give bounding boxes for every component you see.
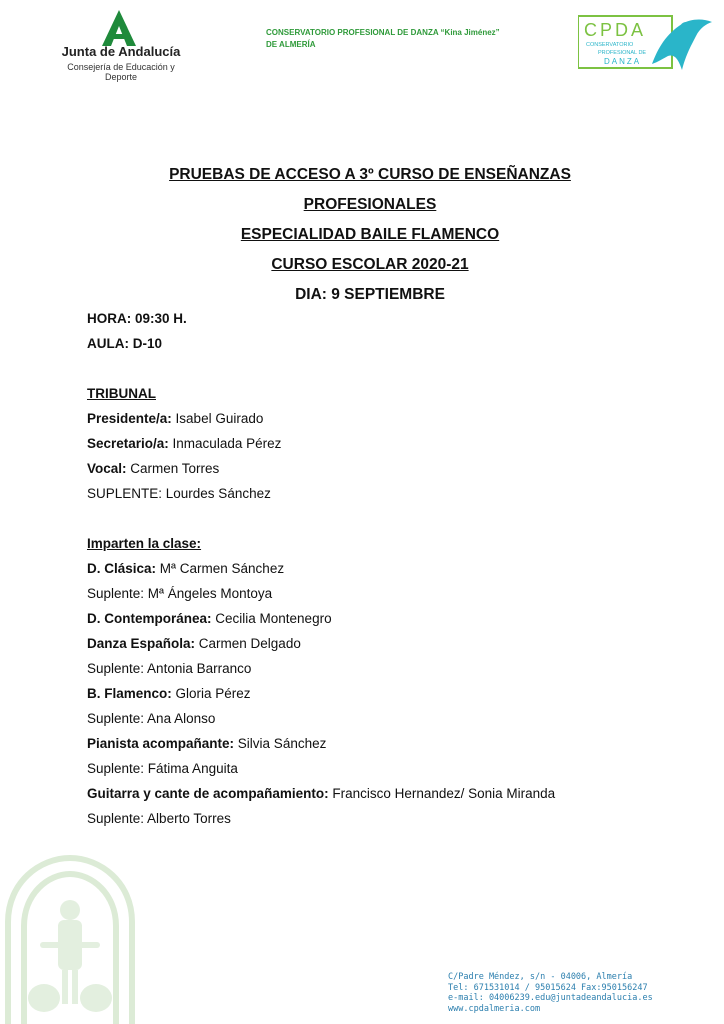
title-line-2: PROFESIONALES [303, 196, 437, 213]
document-header [0, 0, 724, 90]
guitarra-suplente: Suplente: Alberto Torres [87, 811, 231, 826]
secretario-value: Inmaculada Pérez [168, 436, 282, 451]
title-block [90, 160, 650, 310]
junta-a-icon [102, 10, 136, 46]
title-line-1: PRUEBAS DE ACCESO A 3º CURSO DE ENSEÑANZAS [169, 166, 571, 183]
title-line-3: ESPECIALIDAD BAILE FLAMENCO [240, 226, 500, 243]
espanola-suplente: Suplente: Antonia Barranco [87, 661, 252, 676]
presidente-row [87, 406, 687, 431]
guitarra-row [87, 781, 687, 806]
pianista-row [87, 731, 687, 756]
conservatorio-line-1: CONSERVATORIO PROFESIONAL DE DANZA “Kina Jiménez” [266, 28, 500, 37]
consejeria-name: Consejería de Educación y Deporte [67, 62, 175, 82]
footer-website: www.cpdalmeria.com [448, 1003, 541, 1014]
contact-footer [448, 972, 653, 1014]
pianista-value: Silvia Sánchez [234, 736, 327, 751]
contemporanea-value: Cecilia Montenegro [211, 611, 332, 626]
flamenco-label: B. Flamenco: [87, 686, 172, 701]
clasica-label: D. Clásica: [87, 561, 157, 576]
clasica-value: Mª Carmen Sánchez [156, 561, 285, 576]
guitarra-value: Francisco Hernandez/ Sonia Miranda [328, 786, 556, 801]
cpda-sub-1: CONSERVATORIO [586, 42, 634, 48]
title-line-4: CURSO ESCOLAR 2020-21 [271, 256, 469, 273]
contemporanea-label: D. Contemporánea: [87, 611, 212, 626]
tribunal-heading: TRIBUNAL [87, 386, 156, 401]
flamenco-row [87, 681, 687, 706]
aula: AULA: D-10 [87, 336, 163, 351]
title-line-5: DIA: 9 SEPTIEMBRE [295, 286, 445, 303]
secretario-label: Secretario/a: [87, 436, 169, 451]
vocal-row [87, 456, 687, 481]
flamenco-suplente: Suplente: Ana Alonso [87, 711, 216, 726]
cpda-sub-2: PROFESIONAL DE [598, 50, 647, 56]
pianista-label: Pianista acompañante: [87, 736, 235, 751]
flamenco-value: Gloria Pérez [171, 686, 251, 701]
conservatorio-line-2: DE ALMERÍA [266, 40, 316, 49]
espanola-label: Danza Española: [87, 636, 196, 651]
contemporanea-row [87, 606, 687, 631]
guitarra-label: Guitarra y cante de acompañamiento: [87, 786, 329, 801]
andalucia-shield-watermark-icon [0, 852, 140, 1024]
espanola-value: Carmen Delgado [195, 636, 301, 651]
vocal-value: Carmen Torres [126, 461, 220, 476]
cpda-letters: CPDA [584, 20, 647, 40]
clasica-row [87, 556, 687, 581]
clasica-suplente: Suplente: Mª Ángeles Montoya [87, 586, 273, 601]
tribunal-suplente: SUPLENTE: Lourdes Sánchez [87, 486, 271, 501]
secretario-row [87, 431, 687, 456]
presidente-value: Isabel Guirado [171, 411, 264, 426]
presidente-label: Presidente/a: [87, 411, 172, 426]
conservatorio-name [266, 27, 500, 51]
cpda-sub-3: DANZA [604, 57, 642, 66]
espanola-row [87, 631, 687, 656]
footer-phone: Tel: 671531014 / 95015624 Fax:950156247 [448, 982, 648, 993]
junta-name: Junta de Andalucía [61, 44, 181, 59]
footer-email: e-mail: 04006239.edu@juntadeandalucia.es [448, 993, 653, 1003]
footer-address: C/Padre Méndez, s/n - 04006, Almería [448, 972, 633, 982]
hora: HORA: 09:30 H. [87, 311, 187, 326]
cpda-logo [578, 14, 716, 74]
document-body [87, 306, 687, 831]
imparten-heading: Imparten la clase: [87, 536, 202, 551]
pianista-suplente: Suplente: Fátima Anguita [87, 761, 238, 776]
vocal-label: Vocal: [87, 461, 127, 476]
junta-de-andalucia-logo [56, 10, 186, 82]
